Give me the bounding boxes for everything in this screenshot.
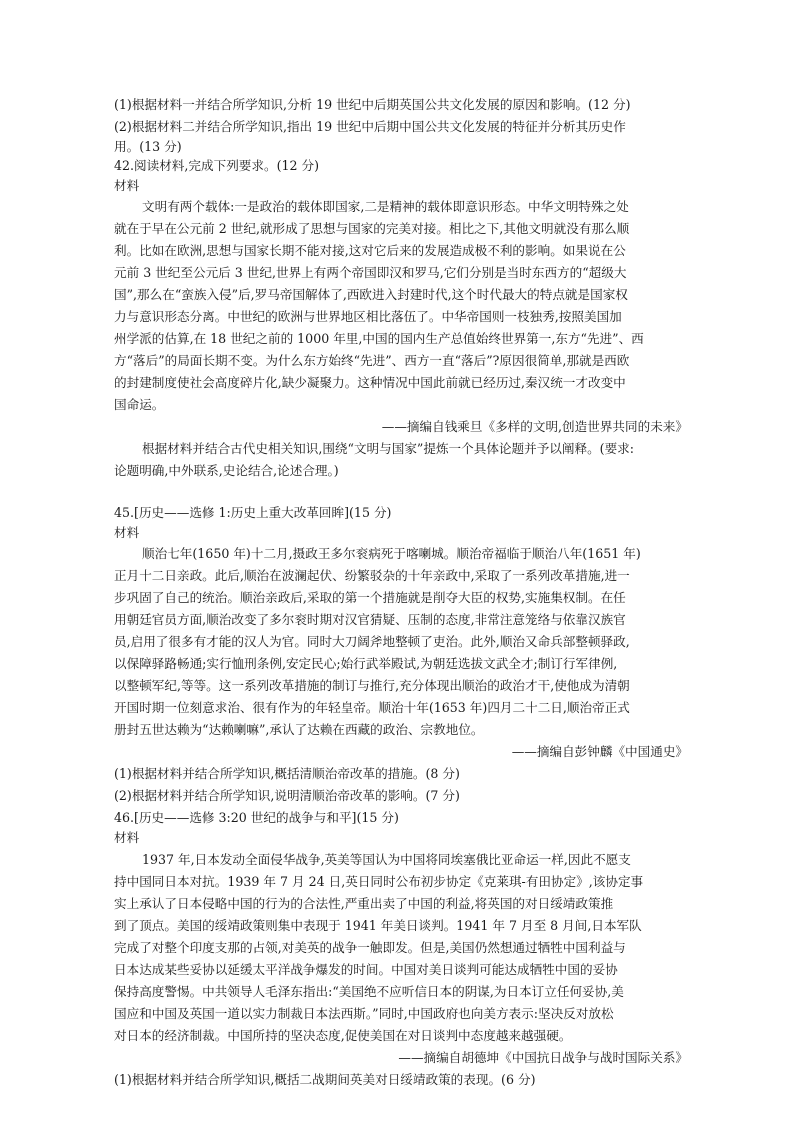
q42-para-line: 国”,那么在“蛮族入侵”后,罗马帝国解体了,西欧进入封建时代,这个时代最大的特点就是国家权 <box>114 287 628 302</box>
q42-para-line: 利。比如在欧洲,思想与国家长期不能对接,这对它后来的发展造成极不利的影响。如果说在公 <box>114 243 626 258</box>
q42-para-line: 元前 3 世纪至公元后 3 世纪,世界上有两个帝国即汉和罗马,它们分别是当时东西方的“超级大 <box>114 265 627 280</box>
q42-para-line: 州学派的估算,在 18 世纪之前的 1000 年里,中国的国内生产总值始终世界第一,东方“先进”、西 <box>114 331 644 346</box>
q45-source: ——摘编自彭钟麟《中国通史》 <box>511 744 688 759</box>
q42-header: 42.阅读材料,完成下列要求。(12 分) <box>114 158 320 173</box>
q46-para-line: 1937 年,日本发动全面侵华战争,英美等国认为中国将同埃塞俄比亚命运一样,因此不愿支 <box>142 852 631 867</box>
q46-para-line: 实上承认了日本侵略中国的行为的合法性,严重出卖了中国的利益,将英国的对日绥靖政策推 <box>114 896 614 911</box>
q45-sub1: (1)根据材料并结合所学知识,概括清顺治帝改革的措施。(8 分) <box>114 766 460 781</box>
q46-material-label: 材料 <box>114 830 140 845</box>
q42-para-line: 文明有两个载体:一是政治的载体即国家,二是精神的载体即意识形态。中华文明特殊之处 <box>142 199 629 214</box>
q45-para-line: 正月十二日亲政。此后,顺治在波澜起伏、纷繁驳杂的十年亲政中,采取了一系列改革措施,进一 <box>114 568 630 583</box>
q45-para-line: 开国时期一位刻意求治、很有作为的年轻皇帝。顺治十年(1653 年)四月二十二日,顺治帝正式 <box>114 700 630 715</box>
q46-source: ——摘编自胡德坤《中国抗日战争与战时国际关系》 <box>398 1050 688 1065</box>
q45-para-line: 员,启用了很多有才能的汉人为官。同时大刀阔斧地整顿了吏治。此外,顺治又命兵部整顿驿政, <box>114 634 630 649</box>
q45-para-line: 以保障驿路畅通;实行恤刑条例,安定民心;始行武举殿试,为朝廷选拔文武全才;制订行军律例, <box>114 656 618 671</box>
q42-para-line: 力与意识形态分离。中世纪的欧洲与世界地区相比落伍了。中华帝国则一枝独秀,按照美国加 <box>114 309 622 324</box>
q46-header: 46.[历史——选修 3:20 世纪的战争与和平](15 分) <box>114 810 399 825</box>
q46-para-line: 对日本的经济制裁。中国所持的坚决态度,促使美国在对日谈判中态度越来越强硬。 <box>114 1028 572 1043</box>
q42-material-label: 材料 <box>114 178 140 193</box>
q45-header: 45.[历史——选修 1:历史上重大改革回眸](15 分) <box>114 505 392 520</box>
q42-para-line: 国命运。 <box>114 397 165 412</box>
q42-requirement-line2: 论题明确,中外联系,史论结合,论述合理。) <box>114 463 339 478</box>
q45-para-line: 顺治七年(1650 年)十二月,摄政王多尔衮病死于喀喇城。顺治帝福临于顺治八年(1651 年) <box>142 546 641 561</box>
q46-para-line: 保持高度警惕。中共领导人毛泽东指出:“美国绝不应听信日本的阴谋,为日本订立任何妥协,美 <box>114 984 624 999</box>
q42-para-line: 的封建制度使社会高度碎片化,缺少凝聚力。这种情况中国此前就已经历过,秦汉统一才改变中 <box>114 375 626 390</box>
q46-para-line: 到了顶点。美国的绥靖政策则集中表现于 1941 年美日谈判。1941 年 7 月至 8 月间,日本军队 <box>114 918 642 933</box>
q45-para-line: 册封五世达赖为“达赖喇嘛”,承认了达赖在西藏的政治、宗教地位。 <box>114 722 484 737</box>
q46-para-line: 完成了对整个印度支那的占领,对美英的战争一触即发。但是,美国仍然想通过牺牲中国利益与 <box>114 940 626 955</box>
q46-para-line: 持中国同日本对抗。1939 年 7 月 24 日,英日同时公布初步协定《克莱琪-有田协定》,该协定事 <box>114 874 644 889</box>
q41-sub2-line1: (2)根据材料二并结合所学知识,指出 19 世纪中后期中国公共文化发展的特征并分析其历史作 <box>114 119 626 134</box>
q45-para-line: 以整顿军纪,等等。这一系列改革措施的制订与推行,充分体现出顺治的政治才干,使他成为清朝 <box>114 678 630 693</box>
q42-source: ——摘编自钱乘旦《多样的文明,创造世界共同的未来》 <box>381 419 688 434</box>
q45-para-line: 步巩固了自己的统治。顺治亲政后,采取的第一个措施就是削夺大臣的权势,实施集权制。在任 <box>114 590 626 605</box>
q46-sub1: (1)根据材料并结合所学知识,概括二战期间英美对日绥靖政策的表现。(6 分) <box>114 1072 536 1087</box>
q41-sub2-line2: 用。(13 分) <box>114 139 182 154</box>
q42-requirement-line1: 根据材料并结合古代史相关知识,围绕“文明与国家”提炼一个具体论题并予以阐释。(要求: <box>142 441 635 456</box>
q45-para-line: 用朝廷官员方面,顺治改变了多尔衮时期对汉官猜疑、压制的态度,非常注意笼络与依靠汉族官 <box>114 612 626 627</box>
q41-sub1: (1)根据材料一并结合所学知识,分析 19 世纪中后期英国公共文化发展的原因和影响。(12 分) <box>114 97 631 112</box>
q45-material-label: 材料 <box>114 525 140 540</box>
q42-para-line: 就在于早在公元前 2 世纪,就形成了思想与国家的完美对接。相比之下,其他文明就没有那么顺 <box>114 221 630 236</box>
q46-para-line: 日本达成某些妥协以延缓太平洋战争爆发的时间。中国对美日谈判可能达成牺牲中国的妥协 <box>114 962 618 977</box>
q46-para-line: 国应和中国及英国一道以实力制裁日本法西斯。”同时,中国政府也向美方表示:坚决反对放松 <box>114 1006 614 1021</box>
q42-para-line: 方“落后”的局面长期不变。为什么东方始终“先进”、西方一直“落后”?原因很简单,那就是西欧 <box>114 353 630 368</box>
q45-sub2: (2)根据材料并结合所学知识,说明清顺治帝改革的影响。(7 分) <box>114 788 460 803</box>
